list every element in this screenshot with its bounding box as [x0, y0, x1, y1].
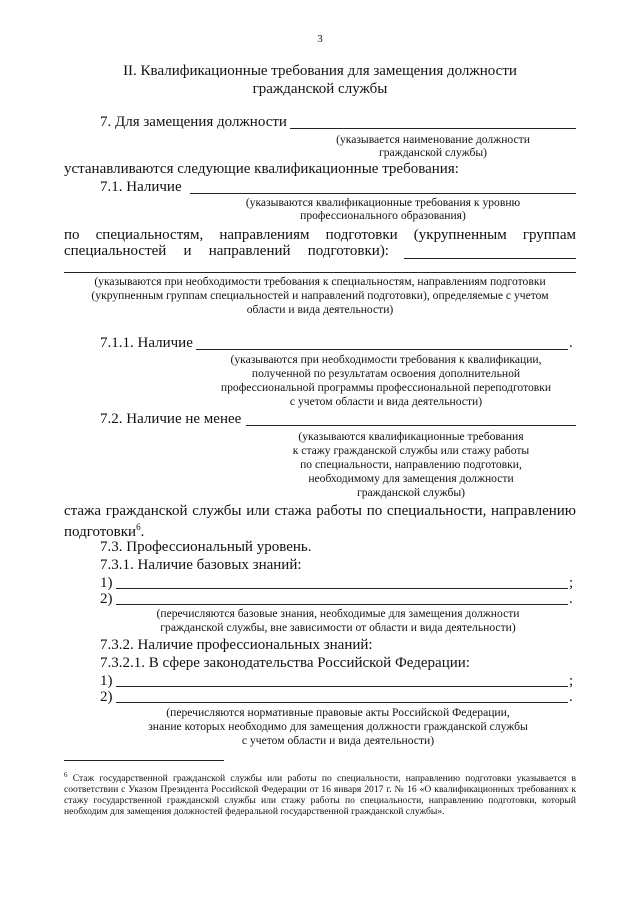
item-7-1-label: 7.1. Наличие: [100, 179, 182, 195]
continuation-text: подготовки: [64, 524, 137, 540]
item-7-2-note-3: по специальности, направлению подготовки,: [300, 458, 522, 471]
footnote: [64, 770, 576, 817]
item-7-3-2-label: 7.3.2. Наличие профессиональных знаний:: [100, 637, 373, 653]
item-7-1-1-note-4: с учетом области и вида деятельности): [289, 395, 483, 408]
item-7-3-2-1-note-3: с учетом области и вида деятельности): [241, 734, 435, 747]
word: по: [366, 503, 383, 519]
item-7-3-2-1-entry-1-blank[interactable]: [116, 686, 568, 687]
word: или: [246, 503, 270, 519]
item-7-3-1-note-1: (перечисляются базовые знания, необходимые для замещения должности: [156, 607, 520, 620]
item-7-3-1-entry-2-label: 2): [100, 591, 113, 607]
item-7-3-2-1-note-2: знание которых необходимо для замещения должности гражданской службы: [148, 720, 528, 733]
item-7-1-1-note-3: профессиональной программы профессиональной переподготовки: [220, 381, 552, 394]
section-title-line-1: II. Квалификационные требования для замещения должности: [123, 63, 517, 79]
item-7-1-note-1: (указываются квалификационные требования к уровню: [245, 196, 521, 209]
item-7-1-1-note-2: полученной по результатам освоения дополнительной: [251, 367, 521, 380]
item-7-note-1: (указывается наименование должности: [336, 133, 530, 146]
item-7-3-2-1-label: 7.3.2.1. В сфере законодательства Российской Федерации:: [100, 655, 470, 671]
item-7-2-note-1: (указываются квалификационные требования: [298, 430, 524, 443]
word: и: [183, 243, 192, 259]
word: (укрупненным: [413, 227, 507, 243]
item-7-2-label: 7.2. Наличие не менее: [100, 411, 242, 427]
word: направлениям: [219, 227, 310, 243]
item-7-2-note-4: необходимому для замещения должности: [308, 472, 514, 485]
item-7-3-1-note-2: гражданской службы, вне зависимости от области и вида деятельности): [160, 621, 516, 634]
item-7-1-note2-3: области и вида деятельности): [246, 303, 394, 316]
item-7-1-1-label: 7.1.1. Наличие: [100, 335, 193, 351]
item-7-1-specialty-blank-1[interactable]: [404, 258, 576, 259]
word: подготовки: [325, 227, 398, 243]
footnote-mark: 6: [64, 771, 68, 779]
period: .: [140, 524, 145, 540]
item-7-1-note2-1: (указываются при необходимости требования к специальностям, направлениям подготовки: [94, 275, 546, 288]
item-7-3-1-entry-2-blank[interactable]: [116, 604, 568, 605]
item-7-1-specialty-blank-2[interactable]: [64, 272, 576, 273]
item-7-1-1-end: .: [569, 335, 573, 351]
item-7-1-note2-2: (укрупненным группам специальностей и направлений подготовки), определяемые с учетом: [91, 289, 549, 302]
item-7-3-2-1-entry-1-end: ;: [569, 673, 574, 689]
item-7-3-label: 7.3. Профессиональный уровень.: [100, 539, 312, 555]
item-7-3-2-1-entry-2-label: 2): [100, 689, 113, 705]
word: специальности,: [386, 503, 487, 519]
word: по: [64, 227, 80, 243]
word: группам: [522, 227, 576, 243]
word: специальностей: [64, 243, 167, 259]
word: службы: [192, 503, 242, 519]
item-7-3-2-1-note-1: (перечисляются нормативные правовые акты Российской Федерации,: [166, 706, 510, 719]
item-7-1-blank[interactable]: [190, 193, 576, 194]
item-7-3-1-entry-1-label: 1): [100, 575, 113, 591]
page-number: 3: [317, 33, 323, 45]
item-7-2-note-5: гражданской службы): [356, 486, 466, 499]
footnote-text: Стаж государственной гражданской службы или работы по специальности, направлению подготовки указывается в соответствии с Указом Президента Российской Федерации от 16 января 2017 г. № 16 «О квалификационных требованиях к стажу государственной гражданской службы или стажу работы по специальности, направлению подготовки, который необходим для замещения должностей федеральной государственной гражданской службы».: [64, 773, 576, 818]
item-7-2-note-2: к стажу гражданской службы или стажу работы: [292, 444, 530, 457]
word: специальностям,: [95, 227, 204, 243]
item-7-label: 7. Для замещения должности: [100, 114, 287, 130]
item-7-3-1-entry-2-end: .: [569, 591, 573, 607]
word: направлений: [208, 243, 291, 259]
word: работы: [316, 503, 362, 519]
item-7-3-2-1-entry-2-end: .: [569, 689, 573, 705]
section-title-line-2: гражданской службы: [252, 81, 388, 97]
word: направлению: [491, 503, 576, 519]
item-7-blank[interactable]: [290, 128, 576, 129]
word: стажа: [64, 503, 102, 519]
footnote-divider: [64, 760, 224, 761]
item-7-1-1-blank[interactable]: [196, 349, 568, 350]
item-7-3-1-entry-1-end: ;: [569, 575, 574, 591]
word: гражданской: [105, 503, 188, 519]
item-7-continuation: устанавливаются следующие квалификационные требования:: [64, 161, 459, 177]
item-7-1-continuation-line-2: [64, 242, 389, 260]
item-7-3-2-1-entry-1-label: 1): [100, 673, 113, 689]
item-7-3-2-1-entry-2-blank[interactable]: [116, 702, 568, 703]
item-7-3-1-entry-1-blank[interactable]: [116, 588, 568, 589]
item-7-1-note-2: профессионального образования): [300, 209, 466, 222]
item-7-note-2: гражданской службы): [378, 146, 488, 159]
word: стажа: [274, 503, 312, 519]
item-7-1-1-note-1: (указываются при необходимости требования к квалификации,: [230, 353, 542, 366]
word: подготовки):: [307, 243, 389, 259]
item-7-2-blank[interactable]: [246, 425, 576, 426]
item-7-3-1-label: 7.3.1. Наличие базовых знаний:: [100, 557, 302, 573]
footnote-reference[interactable]: 6: [136, 522, 141, 532]
